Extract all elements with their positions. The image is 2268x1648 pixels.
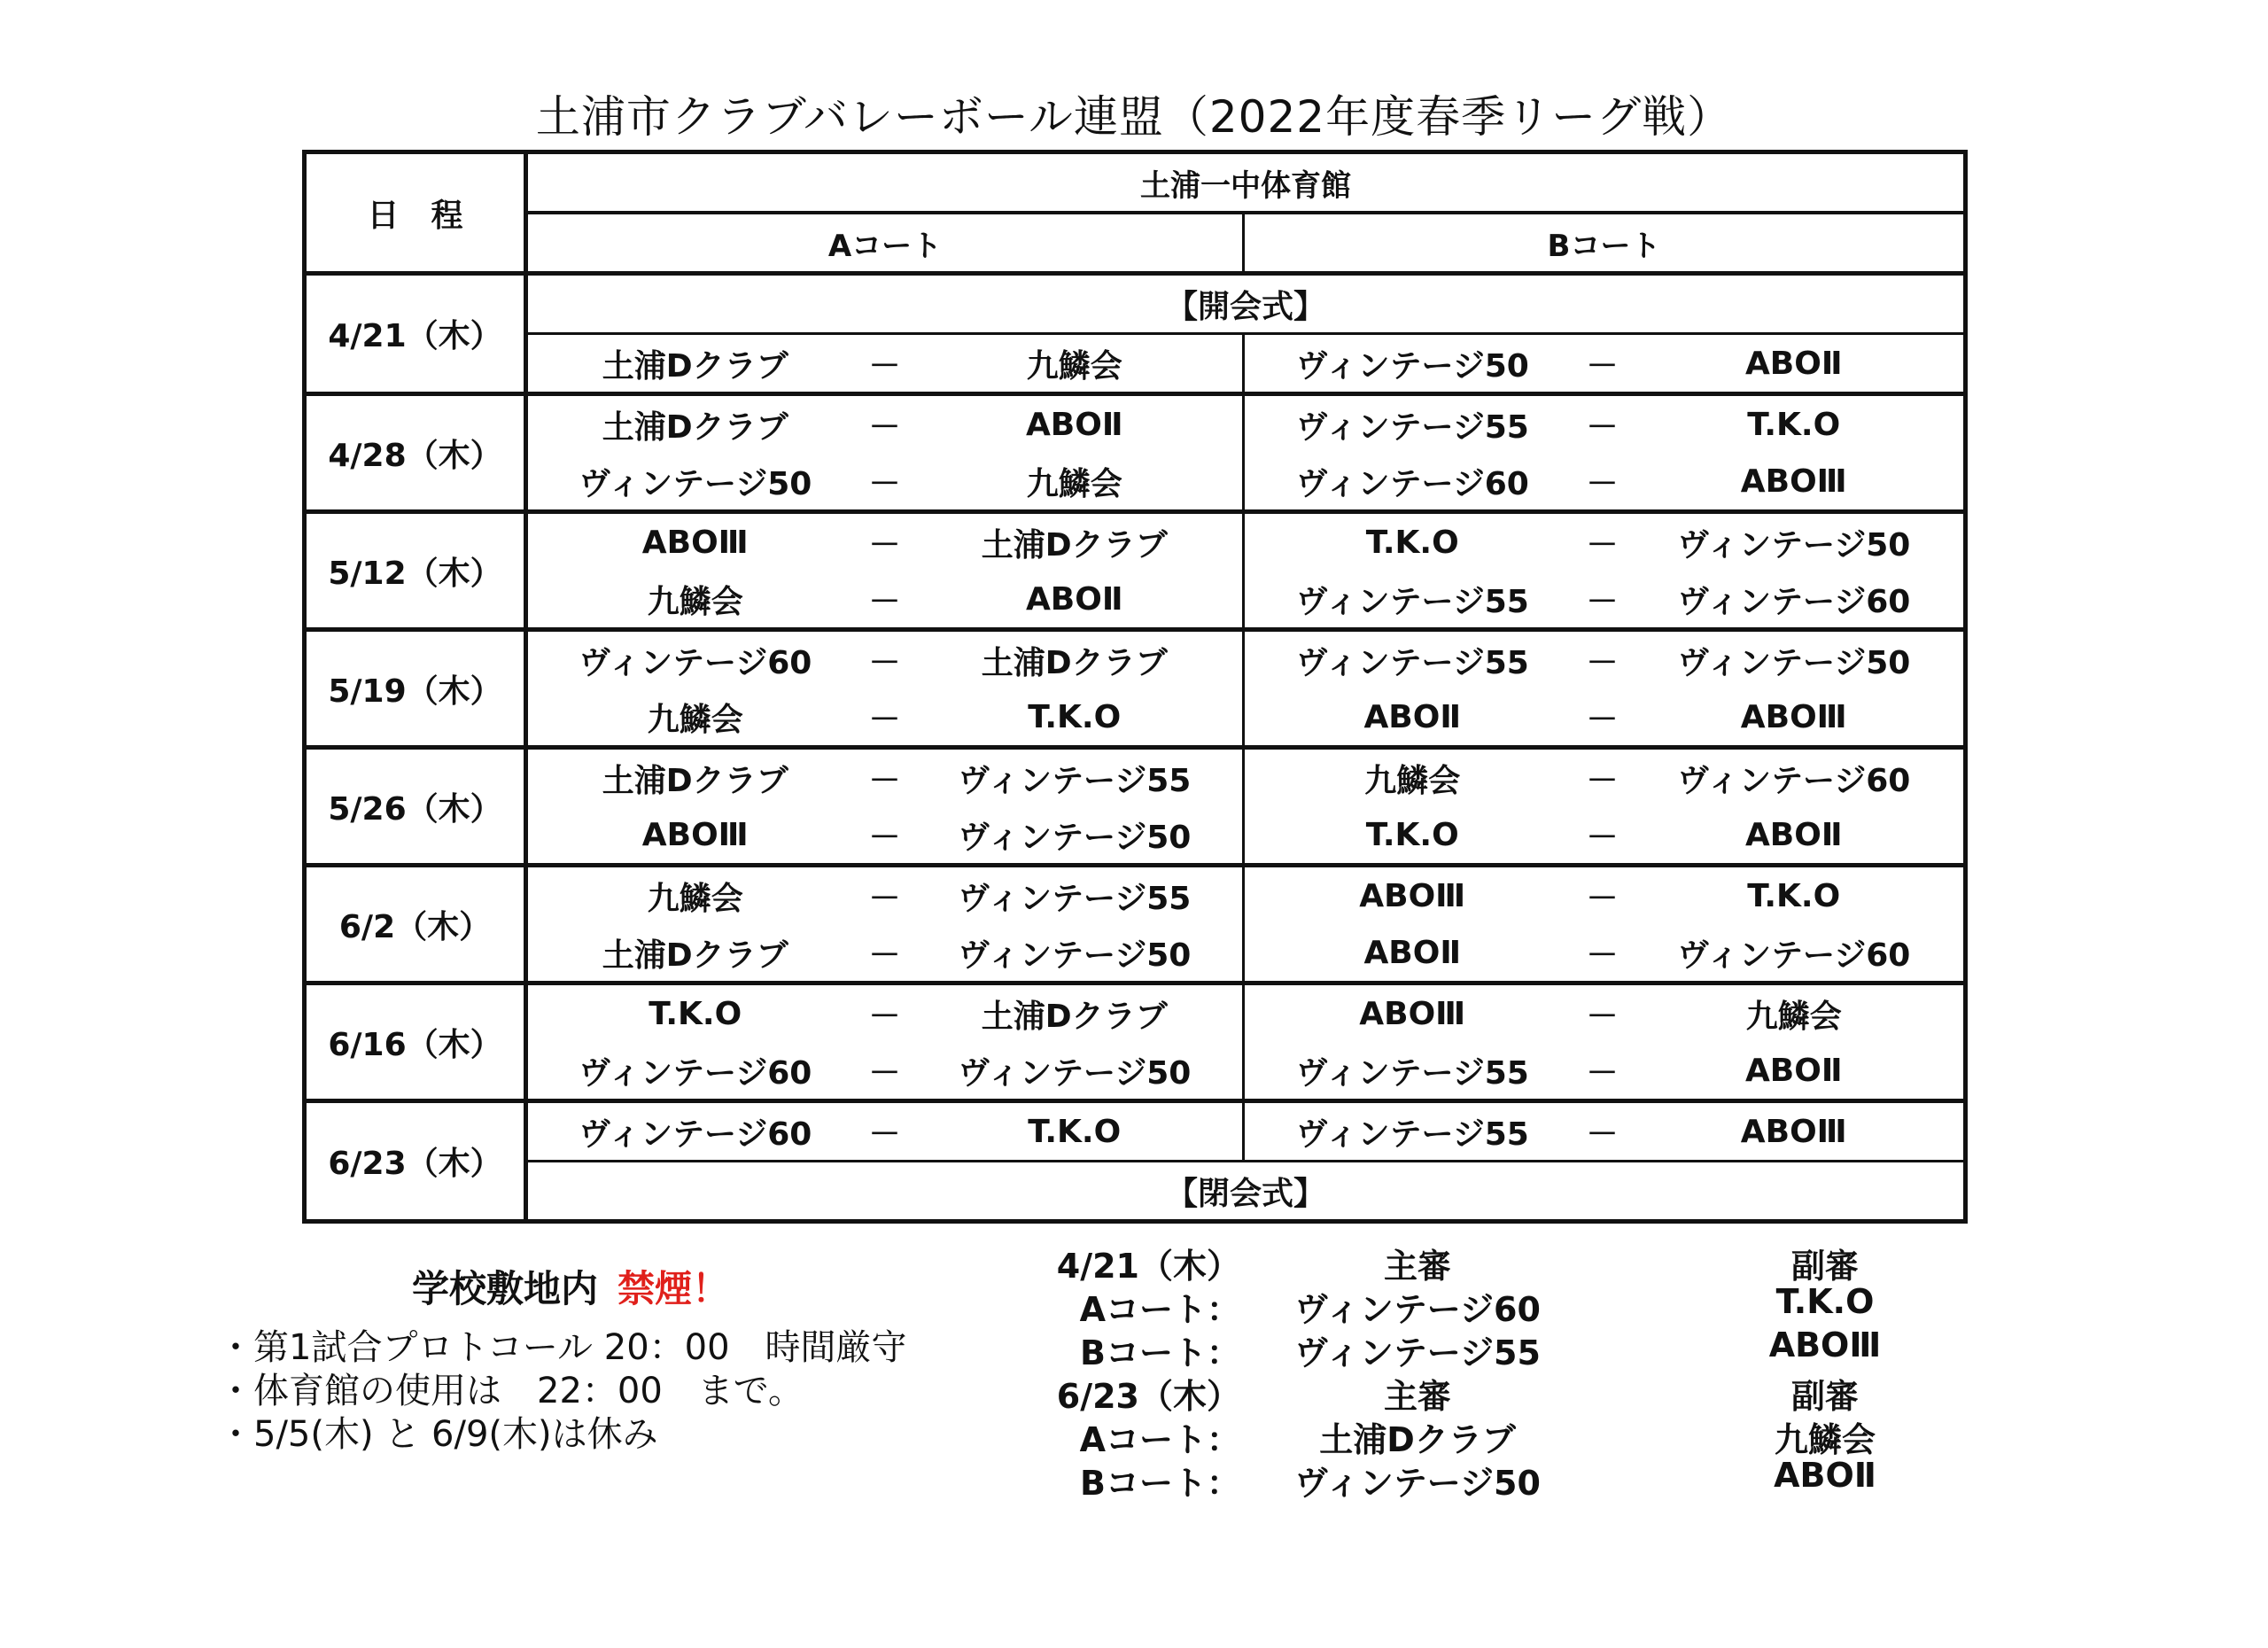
court-b-away-team: ABOⅡ bbox=[1625, 806, 1966, 866]
versus-dash: － bbox=[1581, 806, 1625, 866]
court-b-away-team: ABOⅢ bbox=[1625, 453, 1966, 512]
versus-dash: － bbox=[1586, 644, 1619, 681]
court-a-header: Aコート bbox=[526, 213, 1244, 274]
court-a-away-team: T.K.O bbox=[907, 1101, 1244, 1162]
referee-court: Aコート： bbox=[1079, 1290, 1240, 1329]
court-a-home-team: 土浦Dクラブ bbox=[526, 334, 863, 394]
court-b-home-team: ABOⅡ bbox=[1244, 688, 1581, 748]
court-b-home-team: ヴィンテージ55 bbox=[1244, 1042, 1581, 1101]
match-date: 4/21（木） bbox=[305, 274, 526, 394]
court-a-home-team: 九鱗会 bbox=[647, 880, 743, 917]
schedule-row bbox=[305, 1042, 1966, 1101]
court-b-home-team: 九鱗会 bbox=[1364, 762, 1461, 799]
court-a-home-team: ヴィンテージ60 bbox=[526, 1042, 863, 1101]
notice-heading: 学校敷地内 bbox=[412, 1267, 599, 1310]
referee-court: Bコート： bbox=[1080, 1464, 1240, 1503]
main-referee: ヴィンテージ55 bbox=[1294, 1333, 1541, 1372]
page-title: 土浦市クラブバレーボール連盟（2022年度春季リーグ戦） bbox=[535, 91, 1733, 143]
court-b-away-team: ヴィンテージ50 bbox=[1677, 526, 1911, 564]
court-a-away-team: 土浦Dクラブ bbox=[907, 983, 1244, 1043]
court-a-away-team: ヴィンテージ50 bbox=[907, 1042, 1244, 1101]
versus-dash: － bbox=[863, 688, 907, 748]
versus-dash: － bbox=[863, 806, 907, 866]
match-date: 6/2（木） bbox=[305, 866, 526, 983]
match-date: 4/28（木） bbox=[305, 394, 526, 512]
court-b-home-team: ヴィンテージ55 bbox=[1295, 408, 1529, 446]
versus-dash: － bbox=[1581, 924, 1625, 983]
court-b-away-team: ABOⅢ bbox=[1625, 688, 1966, 748]
versus-dash: － bbox=[1581, 453, 1625, 512]
schedule-row bbox=[305, 571, 1966, 630]
referee-date: 6/23（木） bbox=[1056, 1377, 1240, 1416]
versus-dash: － bbox=[863, 1042, 907, 1101]
court-b-away-team: T.K.O bbox=[1747, 877, 1841, 914]
sub-referee-label: 副審 bbox=[1790, 1247, 1859, 1286]
court-b-away-team: ABOⅡ bbox=[1625, 1042, 1966, 1101]
schedule-row bbox=[305, 1162, 1966, 1222]
court-b-away-team: 九鱗会 bbox=[1745, 998, 1842, 1035]
court-b-home-team: ヴィンテージ55 bbox=[1295, 644, 1529, 681]
court-a-home-team: ヴィンテージ60 bbox=[579, 1116, 812, 1153]
schedule-row bbox=[305, 924, 1966, 983]
match-date: 5/19（木） bbox=[305, 630, 526, 748]
referee-court: Bコート： bbox=[1080, 1333, 1240, 1372]
schedule-row bbox=[305, 866, 1966, 925]
main-referee: ヴィンテージ50 bbox=[1294, 1464, 1541, 1503]
versus-dash: － bbox=[1581, 334, 1625, 394]
court-a-away-team: ヴィンテージ50 bbox=[907, 806, 1244, 866]
sub-referee: ABOⅢ bbox=[1768, 1325, 1882, 1364]
court-a-away-team: 土浦Dクラブ bbox=[907, 630, 1244, 689]
opening-ceremony: 【開会式】 bbox=[1165, 288, 1325, 325]
court-b-away-team: ヴィンテージ60 bbox=[1625, 924, 1966, 983]
court-b-home-team: ヴィンテージ60 bbox=[1244, 453, 1581, 512]
court-a-home-team: ヴィンテージ60 bbox=[579, 644, 812, 681]
sub-referee: T.K.O bbox=[1775, 1282, 1875, 1321]
versus-dash: － bbox=[868, 526, 901, 564]
court-b-home-team: T.K.O bbox=[1365, 524, 1459, 561]
court-b-header: Bコート bbox=[1244, 213, 1966, 274]
schedule-row bbox=[305, 630, 1966, 689]
venue-header: 土浦一中体育館 bbox=[526, 152, 1966, 214]
versus-dash: － bbox=[868, 1116, 901, 1153]
versus-dash: － bbox=[1581, 688, 1625, 748]
versus-dash: － bbox=[868, 644, 901, 681]
court-b-away-team: ヴィンテージ60 bbox=[1677, 762, 1911, 799]
match-date: 6/16（木） bbox=[305, 983, 526, 1101]
court-b-home-team: ヴィンテージ55 bbox=[1244, 571, 1581, 630]
schedule-row bbox=[305, 1101, 1966, 1162]
court-b-away-team: ヴィンテージ60 bbox=[1625, 571, 1966, 630]
court-b-home-team: ABOⅢ bbox=[1359, 877, 1466, 914]
note-line: ・5/5(木) と 6/9(木)は休み bbox=[218, 1414, 658, 1455]
court-a-away-team: ABOⅡ bbox=[907, 571, 1244, 630]
versus-dash: － bbox=[1586, 880, 1619, 917]
schedule-row bbox=[305, 512, 1966, 571]
court-b-away-team: ABOⅡ bbox=[1625, 334, 1966, 394]
match-date: 5/12（木） bbox=[305, 512, 526, 630]
court-a-home-team: T.K.O bbox=[649, 995, 742, 1032]
note-line: ・第1試合プロトコール 20：00 時間厳守 bbox=[218, 1327, 907, 1368]
notes-list bbox=[218, 1326, 907, 1457]
versus-dash: － bbox=[1586, 526, 1619, 564]
schedule-table bbox=[302, 150, 1968, 1224]
main-referee: 土浦Dクラブ bbox=[1319, 1420, 1516, 1459]
court-a-away-team: ヴィンテージ50 bbox=[907, 924, 1244, 983]
court-a-away-team: ヴィンテージ55 bbox=[907, 866, 1244, 925]
court-b-away-team: ABOⅢ bbox=[1740, 1113, 1847, 1150]
schedule-row bbox=[305, 748, 1966, 807]
schedule-row bbox=[305, 334, 1966, 394]
court-b-home-team: ABOⅡ bbox=[1244, 924, 1581, 983]
schedule-row bbox=[305, 983, 1966, 1043]
match-date: 6/23（木） bbox=[305, 1101, 526, 1222]
court-a-away-team: 九鱗会 bbox=[907, 453, 1244, 512]
main-referee-label: 主審 bbox=[1383, 1377, 1451, 1416]
versus-dash: － bbox=[863, 453, 907, 512]
main-referee-label: 主審 bbox=[1383, 1247, 1451, 1286]
versus-dash: － bbox=[1581, 571, 1625, 630]
schedule-row bbox=[305, 688, 1966, 748]
versus-dash: － bbox=[868, 762, 901, 799]
schedule-row bbox=[305, 806, 1966, 866]
schedule-row bbox=[305, 274, 1966, 334]
note-line: ・体育館の使用は 22：00 まで。 bbox=[218, 1371, 804, 1411]
versus-dash: － bbox=[863, 571, 907, 630]
match-date: 5/26（木） bbox=[305, 748, 526, 866]
court-b-home-team: ABOⅢ bbox=[1359, 995, 1466, 1032]
referee-court: Aコート： bbox=[1079, 1420, 1240, 1459]
court-a-home-team: ABOⅢ bbox=[526, 806, 863, 866]
versus-dash: － bbox=[868, 408, 901, 446]
versus-dash: － bbox=[1586, 762, 1619, 799]
sub-referee: ABOⅡ bbox=[1774, 1456, 1876, 1495]
court-b-home-team: ヴィンテージ55 bbox=[1295, 1116, 1529, 1153]
closing-ceremony: 【閉会式】 bbox=[526, 1162, 1966, 1222]
court-b-away-team: T.K.O bbox=[1747, 406, 1841, 443]
versus-dash: － bbox=[1581, 1042, 1625, 1101]
court-a-away-team: 九鱗会 bbox=[907, 334, 1244, 394]
schedule-header: 日 程 bbox=[305, 152, 526, 274]
versus-dash: － bbox=[868, 998, 901, 1035]
versus-dash: － bbox=[1586, 408, 1619, 446]
main-referee: ヴィンテージ60 bbox=[1294, 1290, 1541, 1329]
schedule-row bbox=[305, 453, 1966, 512]
sub-referee-label: 副審 bbox=[1790, 1377, 1859, 1416]
versus-dash: － bbox=[863, 924, 907, 983]
court-b-home-team: T.K.O bbox=[1244, 806, 1581, 866]
court-b-away-team: ヴィンテージ50 bbox=[1677, 644, 1911, 681]
court-a-home-team: 土浦Dクラブ bbox=[602, 408, 788, 446]
court-a-home-team: 九鱗会 bbox=[526, 688, 863, 748]
court-a-away-team: T.K.O bbox=[907, 688, 1244, 748]
court-a-away-team: ABOⅡ bbox=[907, 394, 1244, 454]
court-a-home-team: 土浦Dクラブ bbox=[526, 924, 863, 983]
referee-date: 4/21（木） bbox=[1056, 1247, 1240, 1286]
versus-dash: － bbox=[1586, 998, 1619, 1035]
versus-dash: － bbox=[863, 334, 907, 394]
versus-dash: － bbox=[1586, 1116, 1619, 1153]
court-a-home-team: ヴィンテージ50 bbox=[526, 453, 863, 512]
sub-referee: 九鱗会 bbox=[1774, 1420, 1876, 1459]
court-a-away-team: ヴィンテージ55 bbox=[907, 748, 1244, 807]
schedule-row bbox=[305, 394, 1966, 454]
court-a-home-team: ABOⅢ bbox=[641, 524, 749, 561]
court-a-home-team: 九鱗会 bbox=[526, 571, 863, 630]
versus-dash: － bbox=[868, 880, 901, 917]
court-a-away-team: 土浦Dクラブ bbox=[907, 512, 1244, 571]
court-a-home-team: 土浦Dクラブ bbox=[602, 762, 788, 799]
no-smoking-notice bbox=[412, 1260, 729, 1313]
court-b-home-team: ヴィンテージ50 bbox=[1244, 334, 1581, 394]
notice-warning: 禁煙！ bbox=[617, 1267, 730, 1310]
